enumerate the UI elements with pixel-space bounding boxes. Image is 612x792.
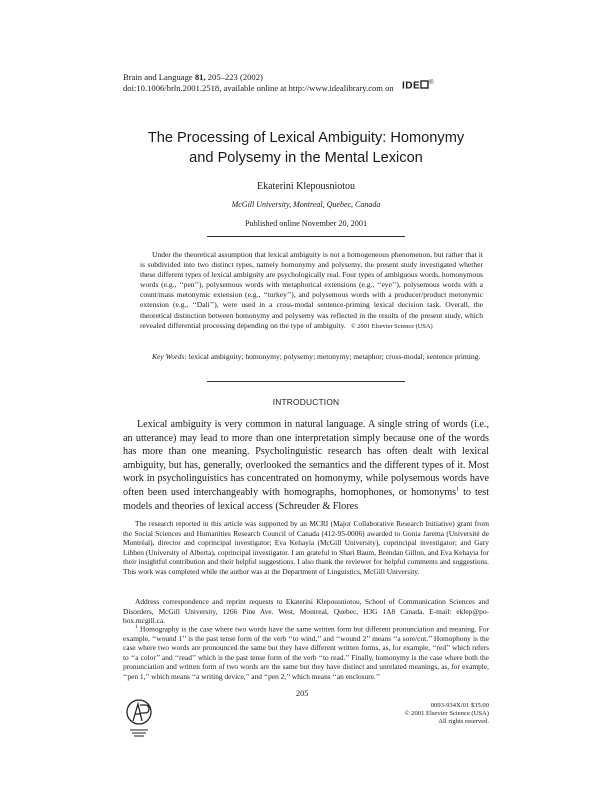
abstract-text: Under the theoretical assumption that lexical ambiguity is not a homogeneous phenomenon, but rather that it is subdivided into two distinct types, namely homonymy and polysemy, the present study investigated whether these different types of lexical ambiguity are psychologically real. Four types of ambiguous words, homonymous words (e.g., ‘‘pen’’), polysemous words with metaphorical extensions (e.g., ‘‘eye’’), polysemous words with a count/mass metonymic extension (e.g., ‘‘turkey’’), and polysemous words with a producer/product metonymic extension (e.g., ‘‘Dali’’), were used in a cross-modal sentence-priming lexical decision task. Overall, the theoretical distinction between homonymy and polysemy was reflected in the results of the present study, which revealed differential processing depending on the type of ambiguity. — [140, 250, 483, 330]
abstract — [140, 250, 483, 332]
abstract-top-rule — [207, 236, 405, 237]
journal-pages-year: 205–223 (2002) — [207, 72, 263, 82]
publication-date: Published online November 20, 2001 — [244, 219, 368, 228]
doi-line: doi:10.1006/brln.2001.2518, available online at http://www.idealibrary.com on — [123, 83, 394, 93]
paper-title — [100, 128, 512, 168]
ideal-logo-mark-icon — [420, 80, 429, 89]
page-number: 205 — [296, 689, 309, 698]
author-name: Ekaterini Klepousniotou — [256, 181, 356, 192]
ideal-logo-registered: ® — [429, 80, 435, 86]
correspondence-footnote: Address correspondence and reprint requests to Ekaterini Klepousniotou, School of Communication Sciences and Disorders, McGill University, 1266 Pine Ave. West, Montreal, Quebec, H3G 1A8 Canada. E-mail: eklep@po-box.mcgill.ca. — [123, 597, 489, 625]
ideal-logo-text: IDE — [402, 80, 421, 92]
abstract-bottom-rule — [207, 381, 405, 382]
journal-name: Brain and Language — [123, 72, 193, 82]
intro-text-start: Lexical ambiguity is very common in natural language. A single string of words (i.e., an utterance) may lead to more than one interpretation simply because one of the words has more than one meaning. Psycholinguistic research has often dealt with lexical ambiguity, but has, generally, overlooked the semantics and the different types of it. Most work in psycholinguistics has concentrated on homonymy, while polysemous words have often been used interchangeably with homographs, homophones, or homonyms — [123, 419, 489, 498]
paper-title-line-2: and Polysemy in the Mental Lexicon — [189, 150, 423, 166]
keywords-text: lexical ambiguity; homonymy; polysemy; metonymy; metaphor; cross-modal; sentence priming. — [188, 352, 481, 361]
abstract-copyright: © 2001 Elsevier Science (USA) — [350, 322, 433, 330]
keywords-label: Key Words: — [152, 352, 187, 361]
copyright-block — [380, 702, 489, 727]
ideal-logo — [402, 80, 434, 91]
rights-reserved: All rights reserved. — [438, 718, 489, 726]
footnote-1 — [123, 623, 489, 681]
footnote-1-mark: 1 — [135, 624, 138, 630]
intro-text-end: to test models and theories of lexical access (Schreuder & Flores — [123, 486, 490, 512]
footnote-1-text: Homography is the case where two words have the same written form but different pronunciation and meaning. For example, ‘‘wound 1’’ is the past tense form of the verb ‘‘to wind,’’ and ‘‘wound 2’’ means ‘‘a sore/cut.’’ Homophony is the case where two words are pronounced the same but they have different written forms, as, for example, ‘‘red’’ which refers to ‘‘a color’’ and ‘‘read’’ which is the past tense form of the verb ‘‘to read.’’ Finally, homonymy is the case where both the pronunciation and written form of two words are the same but they have distinct and unrelated meanings, as, for example, ‘‘pen 1,’’ which means ‘‘a writing device,’’ and ‘‘pen 2,’’ which means ‘‘an enclosure.’’ — [123, 624, 489, 681]
issn-price: 0093-934X/01 $35.00 — [430, 702, 489, 709]
academic-press-logo-icon — [124, 697, 154, 739]
paper-title-line-1: The Processing of Lexical Ambiguity: Homonymy — [147, 130, 465, 146]
keywords — [140, 352, 483, 362]
footnote-ref-1: 1 — [456, 486, 460, 493]
section-heading-introduction: INTRODUCTION — [272, 397, 340, 407]
footer-copyright: © 2001 Elsevier Science (USA) — [404, 710, 489, 718]
author-affiliation: McGill University, Montreal, Quebec, Canada — [231, 200, 381, 209]
journal-volume: 81, — [194, 72, 206, 82]
journal-citation — [123, 72, 394, 94]
introduction-paragraph — [123, 418, 489, 513]
funding-footnote: The research reported in this article was supported by an MCRI (Major Collaborative Research Initiative) grant from the Social Sciences and Humanities Research Council of Canada (412-95-0006) awarded to Gonia Jarema (Université de Montréal), director and coprincipal investigator; Eva Kehayia (McGill University), coprincipal investigator; and Gary Libben (University of Alberta), coprincipal investigator. I am grateful to Shari Baum, Brendan Gillon, and Eva Kehayia for their insightful contribution and their helpful suggestions. I also thank the reviewer for helpful comments and suggestions. This work was completed while the author was at the Department of Linguistics, McGill University. — [123, 519, 489, 576]
